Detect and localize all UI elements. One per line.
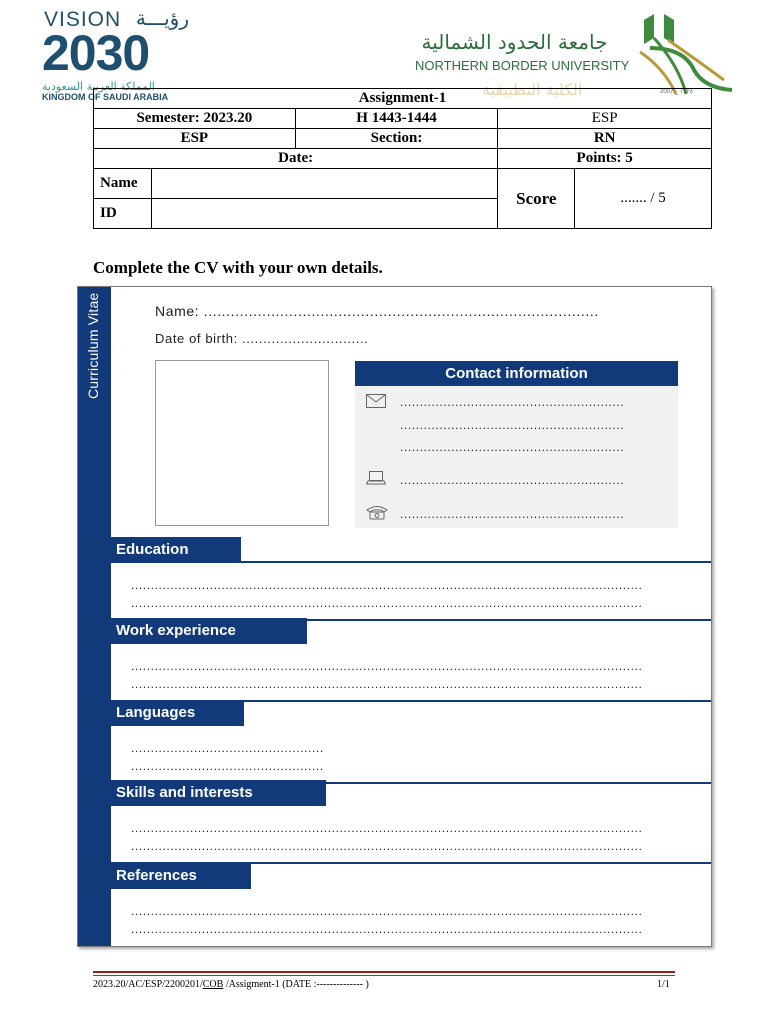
- skills-line-1[interactable]: ..................................................................................................................................: [131, 821, 643, 835]
- languages-line-1[interactable]: .................................................: [131, 741, 324, 755]
- languages-line-2[interactable]: .................................................: [131, 759, 324, 773]
- work-experience-title: Work experience: [111, 618, 307, 644]
- footer-code-underlined: COB: [202, 979, 224, 990]
- work-experience-body: [111, 644, 712, 702]
- section-value-cell: RN: [498, 129, 712, 149]
- id-label-cell: ID: [94, 199, 152, 229]
- contact-information-box: [355, 361, 678, 528]
- work-experience-line-2[interactable]: ..................................................................................................................................: [131, 677, 643, 691]
- education-title: Education: [111, 537, 241, 563]
- vision-subtitle-arabic: المملكة العربية السعودية: [42, 80, 155, 93]
- references-title: References: [111, 863, 251, 889]
- skills-header: [111, 780, 712, 806]
- vision-2030-logo: [42, 6, 197, 102]
- education-line-1[interactable]: ..................................................................................................................................: [131, 578, 643, 592]
- skills-section: [111, 780, 712, 864]
- references-body: [111, 889, 712, 947]
- section-label-cell: Section:: [295, 129, 498, 149]
- skills-title: Skills and interests: [111, 780, 326, 806]
- envelope-icon: [366, 394, 386, 408]
- cv-form: [77, 286, 712, 947]
- university-year: 2007 _ ١٤٢٨: [660, 89, 693, 95]
- work-experience-section: [111, 618, 712, 702]
- university-name-arabic: جامعة الحدود الشمالية: [421, 30, 608, 54]
- references-header: [111, 863, 712, 889]
- laptop-icon: [366, 471, 386, 485]
- assignment-title: Assignment-1: [94, 89, 712, 109]
- languages-header: [111, 700, 712, 726]
- website-line[interactable]: .........................................................: [400, 473, 625, 487]
- date-cell: Date:: [94, 149, 498, 169]
- points-cell: Points: 5: [498, 149, 712, 169]
- email-line-3[interactable]: .........................................................: [400, 440, 625, 454]
- work-experience-line-1[interactable]: ..................................................................................................................................: [131, 659, 643, 673]
- vision-subtitle: KINGDOM OF SAUDI ARABIA: [42, 92, 169, 102]
- references-line-1[interactable]: ..................................................................................................................................: [131, 904, 643, 918]
- university-logo: [412, 8, 734, 98]
- education-section: [111, 537, 712, 621]
- phone-line[interactable]: .........................................................: [400, 507, 625, 521]
- score-value-cell: ....... / 5: [575, 169, 712, 229]
- assignment-info-table: [93, 88, 712, 229]
- id-field[interactable]: [151, 199, 497, 229]
- footer-page-number: 1/1: [657, 979, 670, 990]
- photo-box[interactable]: [155, 360, 329, 526]
- name-label-cell: Name: [94, 169, 152, 199]
- score-label-cell: Score: [498, 169, 575, 229]
- cv-side-label: Curriculum Vitae: [85, 292, 101, 399]
- footer-rule-red: [93, 971, 675, 973]
- semester-cell: Semester: 2023.20: [94, 109, 296, 129]
- footer-code-prefix: 2023.20/AC/ESP/2200201/: [93, 979, 203, 990]
- cv-side-strip: [78, 287, 111, 946]
- languages-section: [111, 700, 712, 784]
- university-emblem-icon: [624, 8, 734, 98]
- education-body: [111, 563, 712, 621]
- footer-rule-grey: [93, 975, 675, 976]
- education-header: [111, 537, 712, 563]
- vision-year: 2030: [42, 25, 150, 81]
- email-line-2[interactable]: .........................................................: [400, 418, 625, 432]
- hijri-year-cell: H 1443-1444: [295, 109, 498, 129]
- vision-arabic: رؤيـــة: [135, 6, 189, 30]
- university-name: NORTHERN BORDER UNIVERSITY: [415, 58, 630, 73]
- footer-document-code: [93, 979, 369, 990]
- skills-body: [111, 806, 712, 864]
- name-field[interactable]: [151, 169, 497, 199]
- vision-word: VISION: [44, 8, 122, 31]
- work-experience-header: [111, 618, 712, 644]
- languages-title: Languages: [111, 700, 244, 726]
- skills-line-2[interactable]: ..................................................................................................................................: [131, 839, 643, 853]
- course-code-cell: ESP: [498, 109, 712, 129]
- email-line-1[interactable]: .........................................................: [400, 395, 625, 409]
- education-line-2[interactable]: ..................................................................................................................................: [131, 596, 643, 610]
- languages-body: [111, 726, 712, 784]
- telephone-icon: [366, 505, 388, 520]
- university-college-arabic: الكلية التطبيقية: [482, 80, 583, 99]
- references-section: [111, 863, 712, 947]
- name-line[interactable]: Name: ........................................................................................: [155, 303, 599, 319]
- contact-heading: Contact information: [355, 361, 678, 386]
- course-cell: ESP: [94, 129, 296, 149]
- references-line-2[interactable]: ..................................................................................................................................: [131, 922, 643, 936]
- date-of-birth-line[interactable]: Date of birth: ..............................: [155, 331, 369, 346]
- instruction-text: Complete the CV with your own details.: [93, 258, 383, 277]
- footer-code-suffix: /Assigment-1 (DATE :-------------- ): [223, 979, 369, 990]
